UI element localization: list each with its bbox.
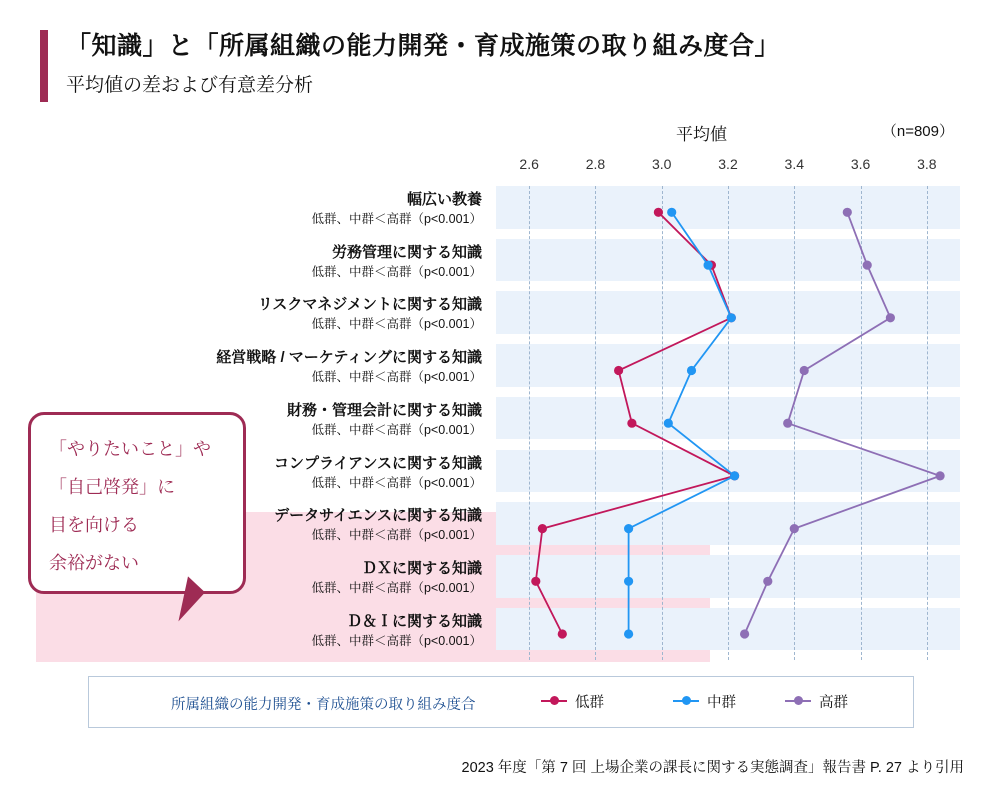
- category-name: ＤＸに関する知識: [361, 559, 482, 577]
- significance-note: 低群、中群＜高群（p<0.001）: [311, 475, 482, 490]
- gridline: [794, 186, 795, 660]
- legend-dot-icon: [682, 696, 691, 705]
- category-name: Ｄ＆Ｉに関する知識: [346, 612, 482, 630]
- category-label: [311, 559, 482, 597]
- x-tick-label: 2.8: [585, 156, 606, 172]
- category-label: [274, 506, 482, 544]
- x-tick-label: 3.2: [718, 156, 738, 172]
- category-name: データサイエンスに関する知識: [274, 507, 482, 525]
- x-tick-label: 2.6: [519, 156, 539, 172]
- significance-note: 低群、中群＜高群（p<0.001）: [311, 212, 482, 226]
- callout-line-1: 「やりたいこと」や: [49, 439, 211, 459]
- significance-note: 低群、中群＜高群（p<0.001）: [311, 264, 482, 279]
- legend-dot-icon: [794, 696, 803, 705]
- x-tick-label: 3.6: [850, 156, 871, 172]
- legend-group-title: 所属組織の能力開発・育成施策の取り組み度合: [171, 697, 476, 713]
- legend-marker-icon: [785, 700, 811, 702]
- category-label: [311, 190, 482, 228]
- chart-plot-area: [496, 112, 960, 660]
- category-label: [258, 295, 482, 333]
- category-name: 労務管理に関する知識: [331, 243, 482, 261]
- category-label: [274, 454, 482, 492]
- significance-note: 低群、中群＜高群（p<0.001）: [311, 422, 482, 437]
- significance-note: 低群、中群＜高群（p<0.001）: [311, 528, 482, 543]
- gridline: [728, 186, 729, 660]
- x-tick-label: 3.4: [784, 156, 805, 172]
- legend-item-中群[interactable]: [673, 691, 736, 711]
- legend-item-高群[interactable]: [785, 691, 848, 711]
- legend-label: 高群: [819, 694, 848, 711]
- legend-dot-icon: [550, 696, 559, 705]
- chart-axis-title: 平均値: [676, 125, 727, 144]
- category-label: [311, 243, 482, 281]
- gridline: [662, 186, 663, 660]
- legend-label: 低群: [575, 694, 604, 711]
- category-name: コンプライアンスに関する知識: [273, 454, 482, 472]
- title-accent-bar: [40, 30, 48, 102]
- significance-note: 低群、中群＜高群（p<0.001）: [311, 370, 482, 385]
- significance-note: 低群、中群＜高群（p<0.001）: [311, 633, 482, 648]
- callout-box: [28, 412, 246, 594]
- source-note: 2023 年度「第 7 回 上場企業の課長に関する実態調査」報告書 P. 27 より引用: [461, 760, 964, 776]
- gridline: [595, 186, 596, 660]
- category-name: 財務・管理会計に関する知識: [286, 401, 482, 419]
- page-title: 「知識」と「所属組織の能力開発・育成施策の取り組み度合」: [66, 32, 781, 60]
- callout-line-4: 余裕がない: [49, 553, 139, 573]
- category-label: [287, 401, 482, 439]
- callout-line-2: 「自己啓発」に: [49, 477, 175, 497]
- page-header: [40, 26, 960, 106]
- legend-item-低群[interactable]: [541, 691, 604, 711]
- category-name: 幅広い教養: [406, 191, 482, 208]
- gridline: [861, 186, 862, 660]
- significance-note: 低群、中群＜高群（p<0.001）: [311, 317, 482, 332]
- gridline: [927, 186, 928, 660]
- legend-marker-icon: [673, 700, 699, 702]
- x-tick-label: 3.0: [651, 156, 672, 172]
- legend-label: 中群: [707, 694, 736, 711]
- category-name: 経営戦略 / マーケティングに関する知識: [216, 349, 482, 367]
- gridline: [529, 186, 530, 660]
- chart-legend: [88, 676, 914, 728]
- callout-line-3: 目を向ける: [49, 515, 139, 535]
- legend-marker-icon: [541, 700, 567, 702]
- category-label: [311, 612, 482, 650]
- sample-size-label: （n=809）: [881, 123, 954, 140]
- page-subtitle: 平均値の差および有意差分析: [66, 75, 314, 96]
- category-name: リスクマネジメントに関する知識: [257, 296, 482, 314]
- significance-note: 低群、中群＜高群（p<0.001）: [311, 580, 482, 595]
- category-label: [216, 348, 482, 386]
- x-tick-label: 3.8: [917, 156, 937, 172]
